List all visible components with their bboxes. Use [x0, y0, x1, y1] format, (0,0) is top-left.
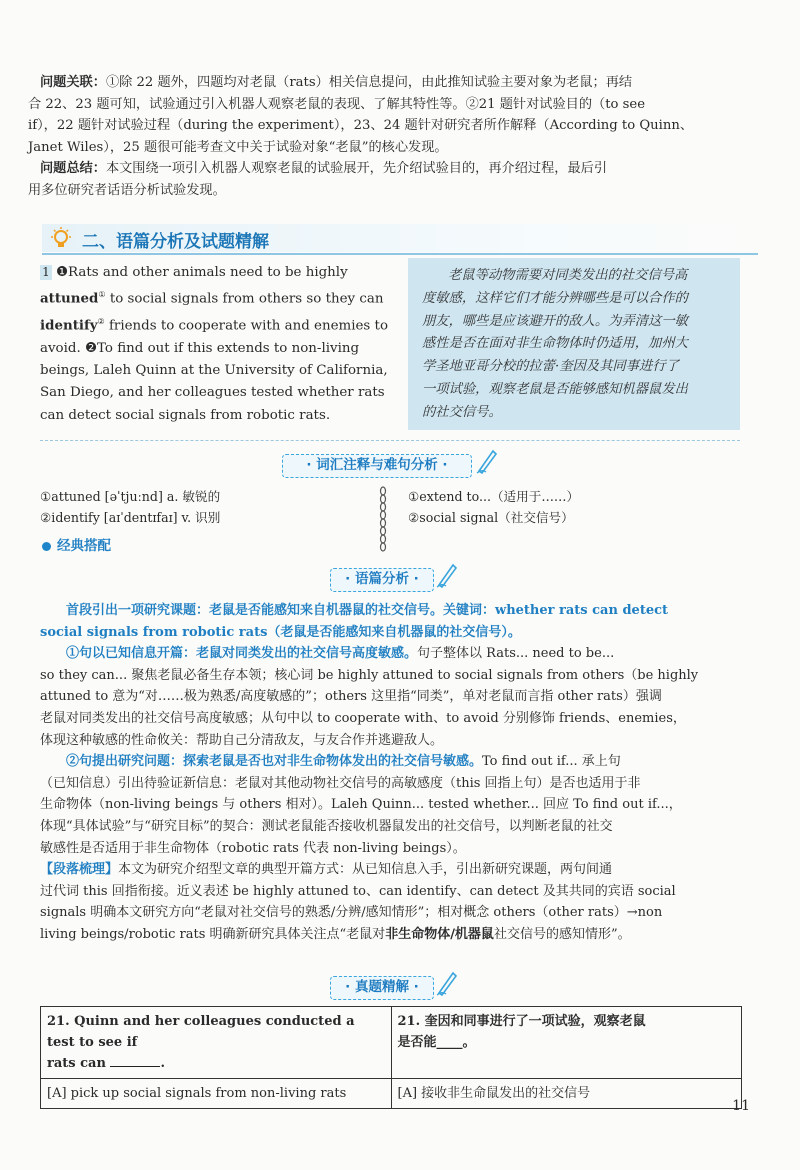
passage-line: 1 ❶Rats and other animals need to be highly: [40, 262, 405, 284]
analysis-sentence1: ①句以已知信息开篇：老鼠对同类发出的社交信号高度敏感。句子整体以 Rats... need to be...: [66, 646, 615, 662]
question-table: [40, 1006, 742, 1109]
table-row: [41, 1079, 742, 1109]
question-stem-cn: 21. 奎因和同事进行了一项试验，观察老鼠 是否能____。: [391, 1007, 742, 1079]
chain-divider-icon: [378, 486, 388, 552]
vocab-item: ①extend to...（适用于……）: [408, 489, 580, 504]
translation-line: 感性是否在面对非生命物体时仍适用，加州大: [422, 336, 688, 352]
analysis-sentence2: ②句提出研究问题：探索老鼠是否也对非生命物体发出的社交信号敏感。To find out if... 承上句: [66, 754, 621, 770]
bullet-icon: [42, 542, 51, 551]
analysis-body: 首段引出一项研究课题：老鼠是否能感知来自机器鼠的社交信号。关键词：whether rats can detect social signals from robotic rats（老鼠是否能感知来自机器鼠的社交信号）。 ①句以已知信息开篇：老鼠对同类发出的社交信号高度敏感。句子整体以 Rats... need to be... so they can... 聚焦老鼠必备生存本领；核心词 be highly attuned to social signals from others（be highly attuned to 意为“对……极为熟悉/高度敏感的”；others 这里指“同类”，单对老鼠而言指 other rats）强调 老鼠对同类发出的社交信号高度敏感；从句中以 to cooperate with、to avoid 分别修饰 friends、enemies， 体现这种敏感的性命攸关：帮助自己分清敌友，与友合作并逃避敌人。 ②句提出研究问题：探索老鼠是否也对非生命物体发出的社交信号敏感。To find out if... 承上句 （已知信息）引出待验证新信息：老鼠对其他动物社交信号的高敏感度（this 回指上句）是否也适用于非 生命物体（non-living beings 与 others 相对）。Laleh Quinn... tested whether... 回应 To find out if...， 体现“具体试验”与“研究目标”的契合：测试老鼠能否接收机器鼠发出的社交信号，以判断老鼠的社交 敏感性是否适用于非生命物体（robotic rats 代表 non-living beings）。 【段落梳理】本文为研究介绍型文章的典型开篇方式：从已知信息入手，引出新研究课题，两句间通 过代词 this 回指衔接。近义表述 be highly attuned to、can identify、can detect 及其共同的宾语 social signals 明确本文研究方向“老鼠对社交信号的熟悉/分辨/感知情形”；相对概念 others（other rats）→non living beings/robotic rats 明确新研究具体关注点“老鼠对非生命物体/机器鼠社交信号的感知情形”。: [40, 600, 745, 946]
vocab-item: ②social signal（社交信号）: [408, 510, 574, 525]
passage-line: beings, Laleh Quinn at the University of California,: [40, 363, 388, 379]
question-stem-en: 21. Quinn and her colleagues conducted a test to see if rats can .: [41, 1007, 392, 1079]
passage-english: [40, 262, 405, 422]
question-link-line3: if），22 题针对试验过程（during the experiment），23、24 题针对研究者所作解释（According to Quinn、: [28, 118, 694, 133]
vocab-item: ②identify [aɪˈdentɪfaɪ] v. 识别: [40, 510, 221, 525]
translation-line: 度敏感，这样它们才能分辨哪些是可以合作的: [422, 290, 688, 306]
pen-icon: [436, 562, 458, 588]
passage-line: San Diego, and her colleagues tested whether rats: [40, 385, 385, 401]
analysis-topic: social signals from robotic rats（老鼠是否能感知来自机器鼠的社交信号）。: [40, 624, 521, 640]
question-link-label: 问题关联：: [40, 75, 106, 90]
question-link-line2: 合 22、23 题可知，试验通过引入机器人观察老鼠的表现、了解其特性等。②21 题针对试验目的（to see: [28, 96, 646, 112]
table-row: [41, 1007, 742, 1079]
divider: [40, 440, 740, 441]
pen-icon: [476, 448, 498, 474]
translation-line: 老鼠等动物需要对同类发出的社交信号高: [448, 268, 688, 283]
question-link-line4: Janet Wiles），25 题很可能考查文中关于试验对象“老鼠”的核心发现。: [28, 139, 448, 155]
section-title: 二、语篇分析及试题精解: [82, 232, 269, 252]
translation-line: 朋友，哪些是应该避开的敌人。为弄清这一敏: [422, 313, 688, 329]
answer-blank: [110, 1054, 160, 1067]
paragraph-summary: 【段落梳理】本文为研究介绍型文章的典型开篇方式：从已知信息入手，引出新研究课题，两句间通: [40, 862, 613, 878]
vocab-notes-right: [408, 486, 738, 528]
vocab-tag: · 词汇注释与难句分析 ·: [282, 454, 472, 478]
passage-line: attuned① to social signals from others so they can: [40, 290, 384, 307]
pen-icon: [436, 970, 458, 996]
passage-line: identify② friends to cooperate with and enemies to: [40, 317, 389, 334]
classic-collocation-heading: 经典搭配: [42, 536, 111, 558]
analysis-tag: · 语篇分析 ·: [330, 568, 434, 592]
vocab-item: ①attuned [əˈtjuːnd] a. 敏锐的: [40, 489, 221, 504]
translation-line: 一项试验，观察老鼠是否能够感知机器鼠发出: [422, 381, 688, 397]
question-tag: · 真题精解 ·: [330, 976, 434, 1000]
translation-line: 的社交信号。: [422, 404, 502, 420]
paragraph-number: 1: [40, 265, 52, 280]
section-underline: [42, 253, 758, 255]
passage-line: can detect social signals from robotic rats.: [40, 407, 331, 423]
passage-line: avoid. ❷To find out if this extends to non-living: [40, 340, 360, 356]
question-link-line1: 问题关联：①除 22 题外，四题均对老鼠（rats）相关信息提问，由此推知试验主要对象为老鼠；再结: [40, 75, 633, 90]
question-summary-line1: 问题总结：本文围绕一项引入机器人观察老鼠的试验展开，先介绍试验目的，再介绍过程，最后引: [40, 161, 608, 176]
option-cn: [A] 接收非生命鼠发出的社交信号: [391, 1079, 742, 1109]
analysis-topic: 首段引出一项研究课题：老鼠是否能感知来自机器鼠的社交信号。关键词：whether rats can detect: [66, 603, 669, 618]
page-number: 11: [732, 1098, 750, 1114]
question-summary-label: 问题总结：: [40, 161, 106, 176]
option-en: [A] pick up social signals from non-living rats: [41, 1079, 392, 1109]
question-summary-line2: 用多位研究者话语分析试验发现。: [28, 182, 226, 198]
lightbulb-icon: [48, 226, 74, 252]
section-header: [42, 224, 758, 254]
translation-box: [408, 258, 740, 430]
translation-line: 学圣地亚哥分校的拉蕾·奎因及其同事进行了: [422, 359, 679, 375]
vocab-notes-left: [40, 486, 360, 528]
